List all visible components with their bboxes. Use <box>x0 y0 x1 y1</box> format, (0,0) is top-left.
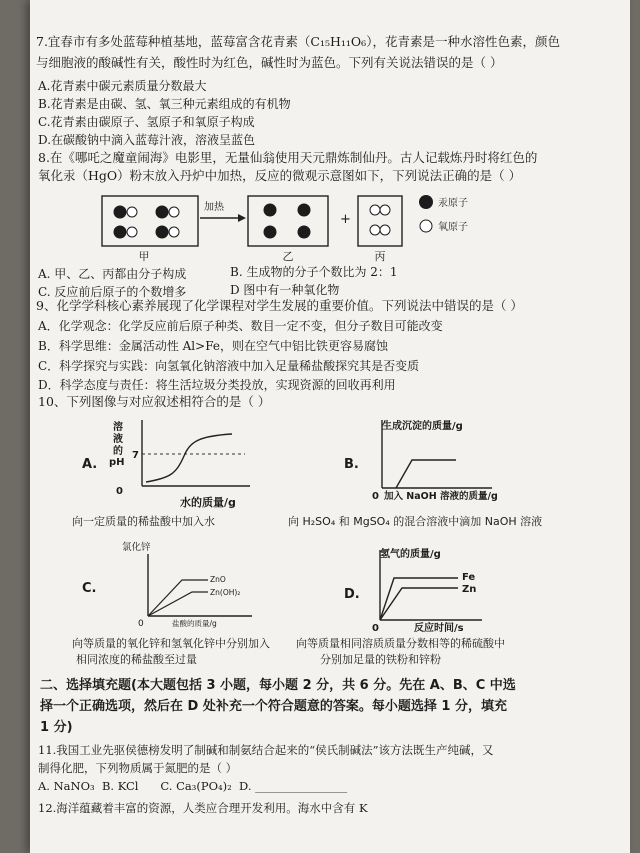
q12-stem-line1: 12.海洋蕴藏着丰富的资源，人类应合理开发利用。海水中含有 K <box>38 801 368 815</box>
graph-d-origin: 0 <box>372 623 379 634</box>
q8-option-c: C. 反应前后原子的个数增多 <box>38 285 187 299</box>
q9-option-a: A．化学观念：化学反应前后原子种类、数目一定不变，但分子数目可能改变 <box>38 319 443 333</box>
q7-stem-line2: 与细胞液的酸碱性有关，酸性时为红色，碱性时为蓝色。下列有关说法错误的是（ ） <box>36 55 503 70</box>
box-jia <box>102 196 198 246</box>
section2-heading-line2: 择一个正确选项，然后在 D 处补充一个符合题意的答案。每小题选择 1 分，填充 <box>40 699 507 714</box>
q7-option-d: D.在碳酸钠中滴入蓝莓汁液，溶液呈蓝色 <box>38 133 256 147</box>
o-atom <box>380 225 390 235</box>
graph-b <box>342 416 542 511</box>
graph-c-letter: C. <box>82 581 97 596</box>
q11-stem-line2: 制得化肥，下列物质属于氮肥的是（ ） <box>38 761 238 775</box>
o-atom <box>127 227 137 237</box>
graph-d-ylabel: 氢气的质量/g <box>380 549 441 560</box>
q9-option-d: D．科学态度与责任：将生活垃圾分类投放，实现资源的回收再利用 <box>38 378 396 392</box>
graph-d-label-fe: Fe <box>462 572 476 583</box>
o-atom <box>370 225 380 235</box>
graph-b-line <box>396 460 456 488</box>
q11-stem-line1: 11.我国工业先驱侯德榜发明了制碱和制氨结合起来的“侯氏制碱法”该方法既生产纯碱，又 <box>38 743 494 757</box>
graph-d-label-zn: Zn <box>462 584 477 595</box>
graph-c-xlabel: 盐酸的质量/g <box>172 619 217 628</box>
q8-stem-line2: 氧化汞（HgO）粉末放入丹炉中加热，反应的微观示意图如下，下列说法正确的是（ ） <box>38 168 522 183</box>
graph-a-ylabel-1: 溶 <box>113 422 123 433</box>
o-atom <box>169 227 179 237</box>
graph-c-caption-line1: 向等质量的氧化锌和氢氧化锌中分别加入 <box>72 637 270 650</box>
q7-stem-line1: 7.宜春市有多处蓝莓种植基地，蓝莓富含花青素（C₁₅H₁₁O₆），花青素是一种水溶性色素，颜色 <box>36 34 560 49</box>
exam-paper <box>30 0 630 853</box>
o-atom <box>380 205 390 215</box>
hg-atom <box>298 226 311 239</box>
graph-d-line-fe <box>380 578 458 620</box>
q8-option-a: A. 甲、乙、丙都由分子构成 <box>38 267 187 281</box>
graph-b-letter: B. <box>344 457 359 472</box>
o-atom <box>169 207 179 217</box>
graph-b-caption: 向 H₂SO₄ 和 MgSO₄ 的混合溶液中滴加 NaOH 溶液 <box>288 515 543 528</box>
hg-atom <box>114 206 126 218</box>
graph-a-curve <box>146 434 232 482</box>
q10-stem: 10、下列图像与对应叙述相符合的是（ ） <box>38 394 271 409</box>
section2-heading-line3: 1 分) <box>40 720 73 735</box>
graph-a <box>80 416 300 511</box>
heat-label: 加热 <box>204 202 224 213</box>
graph-c-label-zno: ZnO <box>210 575 226 584</box>
graph-c-caption-line2: 相同浓度的稀盐酸至过量 <box>76 653 197 666</box>
label-yi: 乙 <box>282 250 294 262</box>
graph-b-ylabel: 生成沉淀的质量/g <box>382 421 463 432</box>
q7-option-a: A.花青素中碳元素质量分数最大 <box>38 79 207 93</box>
graph-a-caption: 向一定质量的稀盐酸中加入水 <box>72 515 215 528</box>
q9-stem: 9、化学学科核心素养展现了化学课程对学生发展的重要价值。下列说法中错误的是（ ） <box>36 298 523 313</box>
graph-d-caption-line1: 向等质量相同溶质质量分数相等的稀硫酸中 <box>296 637 505 650</box>
hg-atom <box>298 204 311 217</box>
graph-a-tick-7: 7 <box>132 450 139 461</box>
q11-options: A. NaNO₃ B. KCl C. Ca₃(PO₄)₂ D. ________________ <box>38 779 348 793</box>
o-atom <box>370 205 380 215</box>
graph-b-origin: 0 <box>372 491 379 502</box>
graph-d-line-zn <box>380 588 458 620</box>
q7-option-c: C.花青素由碳原子、氢原子和氧原子构成 <box>38 115 255 129</box>
graph-a-ylabel-3: 的 <box>113 446 123 457</box>
arrow-head-icon <box>238 214 246 222</box>
hg-atom <box>264 226 277 239</box>
legend-hg-label: 汞原子 <box>438 198 468 209</box>
hg-atom <box>114 226 126 238</box>
legend-o-icon <box>420 220 432 232</box>
legend-hg-icon <box>419 195 433 209</box>
graph-a-xlabel: 水的质量/g <box>180 496 236 509</box>
q7-option-b: B.花青素是由碳、氢、氧三种元素组成的有机物 <box>38 97 291 111</box>
hg-atom <box>264 204 277 217</box>
label-bing: 丙 <box>374 250 386 262</box>
graph-a-origin: 0 <box>116 486 123 497</box>
box-bing <box>358 196 402 246</box>
graph-c-ylabel: 氯化锌 <box>122 542 151 553</box>
graph-b-xlabel: 加入 NaOH 溶液的质量/g <box>384 491 498 502</box>
q8-option-b: B. 生成物的分子个数比为 2：1 <box>230 265 398 279</box>
graph-d <box>342 546 542 636</box>
section2-heading-line1: 二、选择填充题(本大题包括 3 小题，每小题 2 分，共 6 分。先在 A、B、C 中选 <box>40 678 516 693</box>
graph-c-origin: 0 <box>138 619 144 629</box>
graph-c <box>80 540 300 632</box>
graph-a-ylabel-2: 液 <box>113 434 123 445</box>
graph-d-xlabel: 反应时间/s <box>414 623 464 634</box>
plus-sign: + <box>340 212 351 227</box>
q8-stem-line1: 8.在《哪吒之魔童闹海》电影里，无量仙翁使用天元鼎炼制仙丹。古人记载炼丹时将红色的 <box>38 150 538 165</box>
graph-a-letter: A. <box>82 457 98 472</box>
hg-atom <box>156 226 168 238</box>
graph-d-letter: D. <box>344 587 360 602</box>
graph-c-label-znoh2: Zn(OH)₂ <box>210 588 241 597</box>
hg-atom <box>156 206 168 218</box>
o-atom <box>127 207 137 217</box>
label-jia: 甲 <box>138 250 150 262</box>
q8-option-d: D 图中有一种氧化物 <box>230 283 340 297</box>
graph-c-line-znoh2 <box>148 592 208 616</box>
q9-option-c: C．科学探究与实践：向氢氧化钠溶液中加入足量稀盐酸探究其是否变质 <box>38 359 420 373</box>
legend-o-label: 氧原子 <box>438 222 468 233</box>
box-yi <box>248 196 328 246</box>
graph-d-caption-line2: 分别加足量的铁粉和锌粉 <box>320 653 441 666</box>
graph-a-ylabel-4: pH <box>109 457 125 468</box>
q9-option-b: B．科学思维：金属活动性 Al>Fe，则在空气中铝比铁更容易腐蚀 <box>38 339 388 353</box>
q8-micro-diagram <box>90 190 530 262</box>
